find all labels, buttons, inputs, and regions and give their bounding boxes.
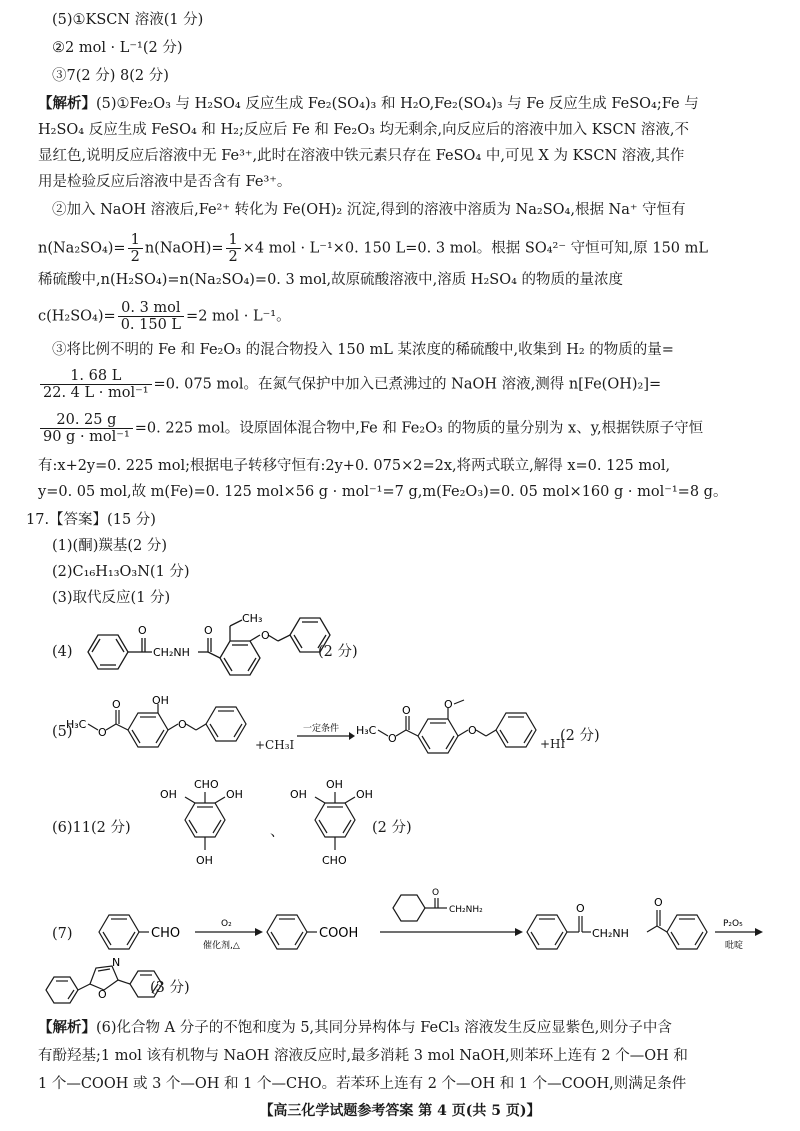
- q17-answer-7-score: (3 分): [150, 980, 190, 996]
- structure-5-product: [356, 696, 546, 776]
- analysis6-line1: 【解析】(6)化合物 A 分子的不饱和度为 5,其同分异构体与 FeCl₃ 溶液发生反应显紫色,则分子中含: [38, 1019, 672, 1036]
- analysis5-line1: 【解析】(5)①Fe₂O₃ 与 H₂SO₄ 反应生成 Fe₂(SO₄)₃ 和 H₂O,Fe₂(SO₄)₃ 与 Fe 反应生成 FeSO₄;Fe 与: [38, 95, 699, 112]
- analysis-tag: 【解析】: [38, 95, 96, 112]
- carbonyl-o-reactant: O: [112, 698, 121, 711]
- methoxy-o-product: O: [444, 698, 453, 711]
- route-7: [95, 886, 765, 966]
- analysis5-line5: ②加入 NaOH 溶液后,Fe²⁺ 转化为 Fe(OH)₂ 沉淀,得到的溶液中溶质为 Na₂SO₄,根据 Na⁺ 守恒有: [52, 202, 686, 218]
- condition-text: 一定条件: [303, 724, 340, 734]
- reagent-ch3i: +CH₃I: [255, 738, 295, 752]
- oh-group-reactant: OH: [152, 696, 169, 707]
- fraction-half-1: $\frac{1}{2}$: [128, 232, 143, 265]
- analysis5-line8: c(H₂SO₄)= $\frac{\text{0. 3 mol}}{0. 150 L}$ =2 mol · L⁻¹。: [38, 300, 291, 333]
- answer-5-2: ②2 mol · L⁻¹(2 分): [52, 40, 183, 56]
- analysis6-line3: 1 个—COOH 或 3 个—OH 和 1 个—CHO。若苯环上连有 2 个—OH 和 1 个—COOH,则满足条件: [38, 1076, 687, 1092]
- q17-answer-4-label: (4): [52, 644, 73, 660]
- reagent-o-route: O: [432, 888, 440, 898]
- ether-o: O: [261, 629, 270, 642]
- fraction-concentration: $\frac{\text{0. 3 mol}}{0. 150 L}$: [118, 300, 184, 333]
- h3c-group-product: H₃C: [356, 724, 377, 737]
- analysis5-line4: 用是检验反应后溶液中是否含有 Fe³⁺。: [38, 174, 292, 190]
- oh-bottom-iso1: OH: [196, 854, 213, 867]
- reaction-arrow-5: [295, 722, 355, 746]
- structure-5-reactant: [66, 696, 256, 776]
- oh-top-iso2: OH: [326, 778, 343, 791]
- ether-o-reactant: O: [178, 718, 187, 731]
- ester-o-reactant: O: [98, 726, 107, 739]
- analysis5-line12: 有:x+2y=0. 225 mol;根据电子转移守恒有:2y+0. 075×2=2x,将两式联立,解得 x=0. 125 mol,: [38, 458, 671, 474]
- q17-answer-4-score: (2 分): [318, 644, 358, 660]
- analysis5-line13: y=0. 05 mol,故 m(Fe)=0. 125 mol×56 g · mol⁻¹=7 g,m(Fe₂O₃)=0. 05 mol×160 g · mol⁻¹=8 g。: [38, 484, 728, 500]
- fraction-h2: $\frac{1. 68 L}{\text{22. 4 L · mol⁻¹}}$: [40, 368, 152, 401]
- oxazole-n: N: [112, 956, 121, 969]
- analysis5-line7: 稀硫酸中,n(H₂SO₄)=n(Na₂SO₄)=0. 3 mol,故原硫酸溶液中,溶质 H₂SO₄ 的物质的量浓度: [38, 272, 624, 288]
- q17-header: 17.【答案】(15 分): [26, 512, 156, 528]
- q17-answer-6-score: (2 分): [372, 820, 412, 836]
- cooh-group-route: COOH: [319, 926, 359, 941]
- q17-answer-7-label: (7): [52, 926, 73, 942]
- analysis5-line11: $\frac{20. 25 g}{\text{90 g · mol⁻¹}}$ =0. 225 mol。设原固体混合物中,Fe 和 Fe₂O₃ 的物质的量分别为 x、y,根据铁原子守恒: [38, 412, 703, 445]
- fraction-feoh2: $\frac{20. 25 g}{\text{90 g · mol⁻¹}}$: [40, 412, 133, 445]
- answer-5-3: ③7(2 分) 8(2 分): [52, 68, 169, 84]
- amide-ketone-o: O: [576, 902, 585, 915]
- step1-top-reagent: O₂: [221, 919, 232, 929]
- q17-answer-1: (1)(酮)羰基(2 分): [52, 538, 168, 554]
- analysis5-line3: 显红色,说明反应后溶液中无 Fe³⁺,此时在溶液中铁元素只存在 FeSO₄ 中,可见 X 为 KSCN 溶液,其作: [38, 148, 685, 164]
- q17-answer-5-score: (2 分): [560, 728, 600, 744]
- oh-left-iso2: OH: [290, 788, 307, 801]
- oh-right-iso1: OH: [226, 788, 243, 801]
- fraction-half-2: $\frac{1}{2}$: [226, 232, 241, 265]
- analysis5-line6: n(Na₂SO₄)= $\frac{1}{2}$ n(NaOH)= $\frac{1}{2}$ ×4 mol · L⁻¹×0. 150 L=0. 3 mol。根据 SO₄²⁻ 守恒可知,原 150 mL: [38, 232, 709, 265]
- step1-bottom-condition: 催化剂,△: [203, 941, 240, 951]
- analysis5-line10: $\frac{1. 68 L}{\text{22. 4 L · mol⁻¹}}$ =0. 075 mol。在氮气保护中加入已煮沸过的 NaOH 溶液,测得 n[Fe(OH)₂]=: [38, 368, 661, 401]
- q17-answer-6-label: (6)11(2 分): [52, 820, 131, 836]
- ch2nh2-group-route: CH₂NH₂: [449, 905, 483, 915]
- answer-5-1: (5)①KSCN 溶液(1 分): [52, 12, 204, 28]
- h3c-group-reactant: H₃C: [66, 718, 87, 731]
- step3-top-reagent: P₂O₅: [723, 919, 743, 929]
- analysis6-line2: 有酚羟基;1 mol 该有机物与 NaOH 溶液反应时,最多消耗 3 mol NaOH,则苯环上连有 2 个—OH 和: [38, 1048, 688, 1064]
- product-hi: +HI: [540, 737, 566, 751]
- carbonyl-o-product: O: [402, 704, 411, 717]
- cho-group-iso1: CHO: [194, 778, 219, 791]
- carbonyl-o-2: O: [204, 624, 213, 637]
- analysis5-line9: ③将比例不明的 Fe 和 Fe₂O₃ 的混合物投入 150 mL 某浓度的稀硫酸中,收集到 H₂ 的物质的量=: [52, 342, 674, 358]
- step3-bottom-condition: 吡啶: [725, 941, 744, 951]
- oh-right-iso2: OH: [356, 788, 373, 801]
- ester-o-product: O: [388, 732, 397, 745]
- ch2nh-group-route: CH₂NH: [592, 927, 629, 940]
- q17-answer-5-label: (5): [52, 724, 73, 740]
- page-footer: 【高三化学试题参考答案 第 4 页(共 5 页)】: [259, 1103, 541, 1119]
- ch2nh-group: CH₂NH: [153, 646, 190, 659]
- ether-o-product: O: [468, 724, 477, 737]
- cho-bottom-iso2: CHO: [322, 854, 347, 867]
- carbonyl-o-1: O: [138, 624, 147, 637]
- cho-group-route: CHO: [151, 926, 181, 941]
- q17-answer-3: (3)取代反应(1 分): [52, 590, 171, 606]
- ch3-group: CH₃: [242, 612, 263, 625]
- analysis5-line2: H₂SO₄ 反应生成 FeSO₄ 和 H₂;反应后 Fe 和 Fe₂O₃ 均无剩余,向反应后的溶液中加入 KSCN 溶液,不: [38, 122, 689, 138]
- amide-o: O: [654, 896, 663, 909]
- oxazole-o: O: [98, 988, 107, 1001]
- structure-6-isomer-1: [150, 770, 260, 880]
- q17-answer-2: (2)C₁₆H₁₃O₃N(1 分): [52, 564, 190, 580]
- isomer-separator: 、: [270, 824, 285, 840]
- oh-left-iso1: OH: [160, 788, 177, 801]
